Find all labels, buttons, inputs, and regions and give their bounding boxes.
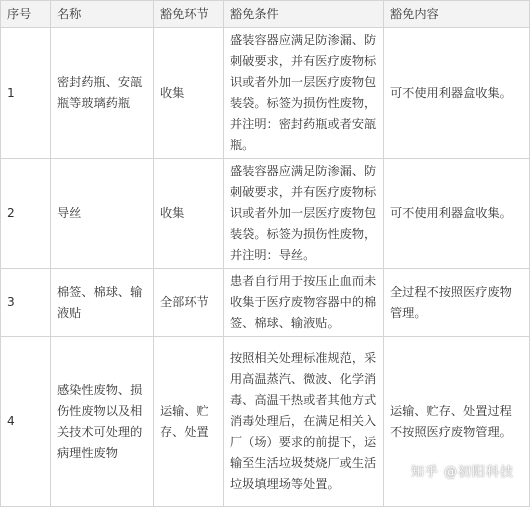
cell-content: 全过程不按照医疗废物管理。 xyxy=(384,269,530,337)
cell-content: 运输、贮存、处置过程不按照医疗废物管理。 xyxy=(384,337,530,507)
cell-stage: 收集 xyxy=(154,28,224,159)
table-row xyxy=(1,28,530,159)
cell-name: 棉签、棉球、输液贴 xyxy=(51,269,154,337)
table-row xyxy=(1,337,530,507)
header-serial: 序号 xyxy=(1,1,51,28)
cell-serial: 1 xyxy=(1,28,51,159)
cell-stage: 运输、贮存、处置 xyxy=(154,337,224,507)
cell-condition: 盛装容器应满足防渗漏、防刺破要求，并有医疗废物标识或者外加一层医疗废物包装袋。标签为损伤性废物，并注明：导丝。 xyxy=(224,159,384,269)
cell-condition: 按照相关处理标准规范，采用高温蒸汽、微波、化学消毒、高温干热或者其他方式消毒处理后，在满足相关入厂（场）要求的前提下，运输至生活垃圾焚烧厂或生活垃圾填埋场等处置。 xyxy=(224,337,384,507)
table-row xyxy=(1,159,530,269)
header-name: 名称 xyxy=(51,1,154,28)
watermark: 知乎 @初阳科技 xyxy=(410,465,514,480)
table-header-row xyxy=(1,1,530,28)
cell-content: 可不使用利器盒收集。 xyxy=(384,159,530,269)
cell-serial: 4 xyxy=(1,337,51,507)
table-row xyxy=(1,269,530,337)
cell-name: 感染性废物、损伤性废物以及相关技术可处理的病理性废物 xyxy=(51,337,154,507)
cell-condition: 患者自行用于按压止血而未收集于医疗废物容器中的棉签、棉球、输液贴。 xyxy=(224,269,384,337)
cell-condition: 盛装容器应满足防渗漏、防刺破要求，并有医疗废物标识或者外加一层医疗废物包装袋。标签为损伤性废物，并注明：密封药瓶或者安瓿瓶。 xyxy=(224,28,384,159)
header-stage: 豁免环节 xyxy=(154,1,224,28)
cell-stage: 全部环节 xyxy=(154,269,224,337)
header-condition: 豁免条件 xyxy=(224,1,384,28)
cell-name: 密封药瓶、安瓿瓶等玻璃药瓶 xyxy=(51,28,154,159)
cell-content: 可不使用利器盒收集。 xyxy=(384,28,530,159)
cell-serial: 2 xyxy=(1,159,51,269)
header-content: 豁免内容 xyxy=(384,1,530,28)
cell-serial: 3 xyxy=(1,269,51,337)
cell-name: 导丝 xyxy=(51,159,154,269)
cell-stage: 收集 xyxy=(154,159,224,269)
